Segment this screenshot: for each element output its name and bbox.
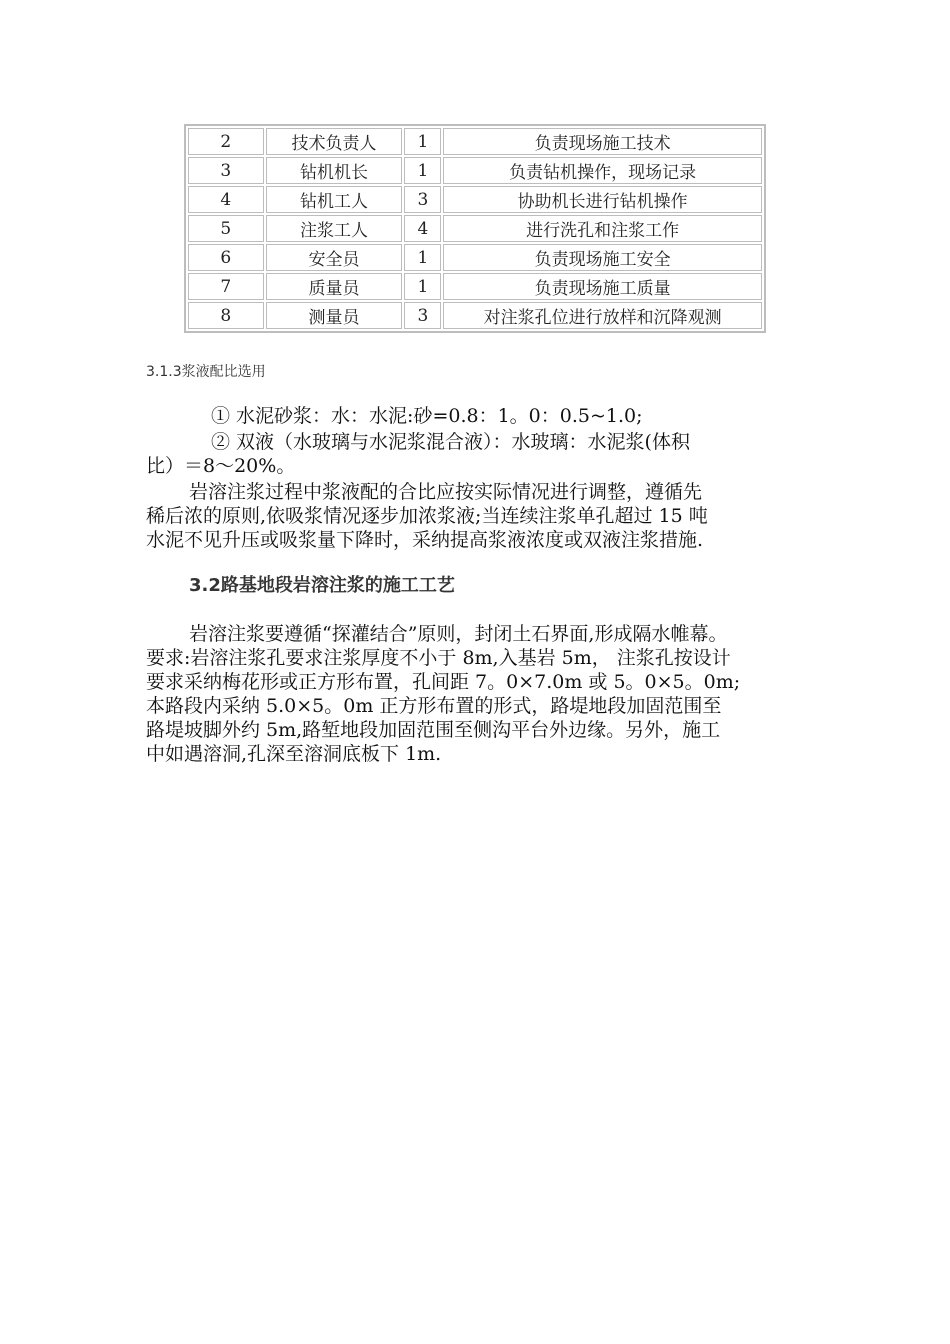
process-paragraph-line: 本路段内采纳 5.0×5。0m 正方形布置的形式，路堤地段加固范围至	[146, 695, 722, 717]
row-number-cell: 4	[188, 186, 264, 213]
staff-table-body	[188, 128, 762, 329]
section-heading-3-2: 3.2路基地段岩溶注浆的施工工艺	[189, 575, 455, 596]
row-number-cell: 2	[188, 128, 264, 155]
process-paragraph-line: 岩溶注浆要遵循“探灌结合”原则，封闭土石界面,形成隔水帷幕。	[189, 623, 728, 645]
table-row	[188, 244, 762, 271]
duty-cell: 对注浆孔位进行放样和沉降观测	[443, 302, 762, 329]
count-cell: 4	[404, 215, 441, 242]
duty-cell: 协助机长进行钻机操作	[443, 186, 762, 213]
role-cell: 钻机工人	[266, 186, 403, 213]
process-paragraph-line: 要求采纳梅花形或正方形布置，孔间距 7。0×7.0m 或 5。0×5。0m;	[146, 671, 741, 693]
staff-table	[184, 124, 766, 333]
role-cell: 注浆工人	[266, 215, 403, 242]
row-number-cell: 5	[188, 215, 264, 242]
count-cell: 1	[404, 157, 441, 184]
row-number-cell: 6	[188, 244, 264, 271]
duty-cell: 负责钻机操作，现场记录	[443, 157, 762, 184]
mix-paragraph-line: 稀后浓的原则,依吸浆情况逐步加浓浆液;当连续注浆单孔超过 15 吨	[146, 505, 708, 527]
ratio-line-2: ② 双液（水玻璃与水泥浆混合液）：水玻璃：水泥浆(体积	[211, 431, 690, 453]
role-cell: 钻机机长	[266, 157, 403, 184]
mix-paragraph-line: 水泥不见升压或吸浆量下降时，采纳提高浆液浓度或双液注浆措施.	[146, 529, 704, 551]
duty-cell: 负责现场施工安全	[443, 244, 762, 271]
count-cell: 1	[404, 128, 441, 155]
role-cell: 技术负责人	[266, 128, 403, 155]
role-cell: 质量员	[266, 273, 403, 300]
row-number-cell: 7	[188, 273, 264, 300]
table-row	[188, 157, 762, 184]
row-number-cell: 3	[188, 157, 264, 184]
count-cell: 3	[404, 186, 441, 213]
duty-cell: 负责现场施工技术	[443, 128, 762, 155]
duty-cell: 进行洗孔和注浆工作	[443, 215, 762, 242]
ratio-line-3: 比）＝8～20%。	[146, 455, 296, 477]
process-paragraph-line: 中如遇溶洞,孔深至溶洞底板下 1m.	[146, 743, 442, 765]
process-paragraph-line: 要求:岩溶注浆孔要求注浆厚度不小于 8m,入基岩 5m， 注浆孔按设计	[146, 647, 731, 669]
ratio-line-1: ① 水泥砂浆：水：水泥:砂=0.8：1。0：0.5~1.0;	[211, 405, 643, 427]
role-cell: 测量员	[266, 302, 403, 329]
section-heading-3-1-3: 3.1.3浆液配比选用	[146, 364, 266, 380]
mix-paragraph-line: 岩溶注浆过程中浆液配的合比应按实际情况进行调整，遵循先	[189, 481, 703, 503]
table-row	[188, 215, 762, 242]
count-cell: 1	[404, 244, 441, 271]
count-cell: 3	[404, 302, 441, 329]
table-row	[188, 302, 762, 329]
table-row	[188, 186, 762, 213]
count-cell: 1	[404, 273, 441, 300]
row-number-cell: 8	[188, 302, 264, 329]
role-cell: 安全员	[266, 244, 403, 271]
process-paragraph-line: 路堤坡脚外约 5m,路堑地段加固范围至侧沟平台外边缘。另外，施工	[146, 719, 721, 741]
duty-cell: 负责现场施工质量	[443, 273, 762, 300]
table-row	[188, 273, 762, 300]
table-row	[188, 128, 762, 155]
